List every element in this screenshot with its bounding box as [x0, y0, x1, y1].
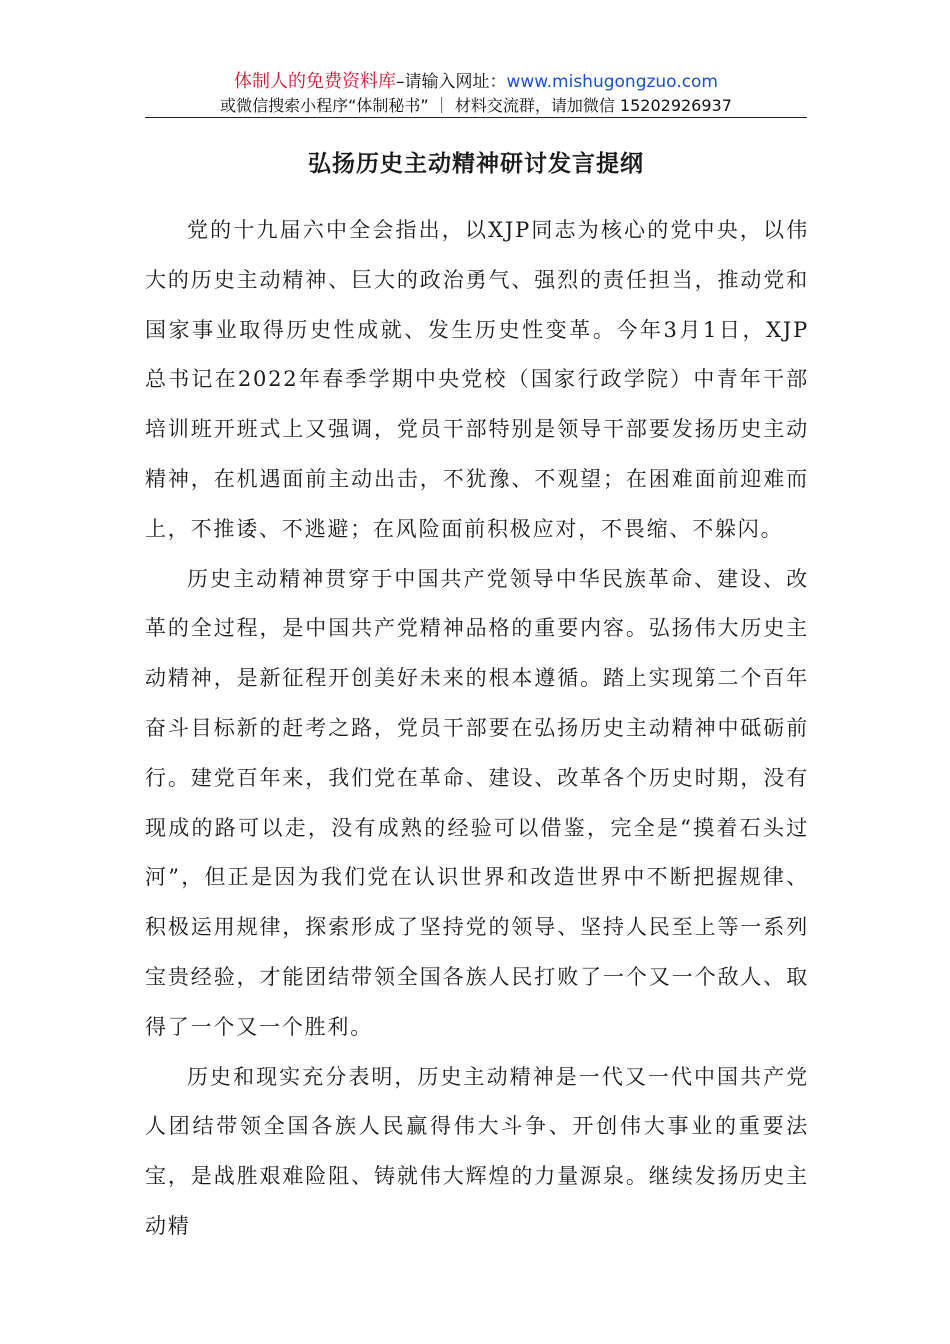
header-prompt: –请输入网址： — [395, 72, 507, 92]
header-website-link[interactable]: www.mishugongzuo.com — [506, 72, 718, 92]
document-title: 弘扬历史主动精神研讨发言提纲 — [308, 150, 644, 177]
body-paragraph: 历史主动精神贯穿于中国共产党领导中华民族革命、建设、改革的全过程，是中国共产党精神品格的重要内容。弘扬伟大历史主动精神，是新征程开创美好未来的根本遵循。踏上实现第二个百年奋斗目标新的赶考之路，党员干部要在弘扬历史主动精神中砥砺前行。建党百年来，我们党在革命、建设、改革各个历史时期，没有现成的路可以走，没有成熟的经验可以借鉴，完全是“摸着石头过河”，但正是因为我们党在认识世界和改造世界中不断把握规律、积极运用规律，探索形成了坚持党的领导、坚持人民至上等一系列宝贵经验，才能团结带领全国各族人民打败了一个又一个敌人、取得了一个又一个胜利。 — [145, 566, 809, 1039]
header-contact-line: 或微信搜索小程序“体制秘书” ｜ 材料交流群，请加微信 15202926937 — [220, 96, 732, 115]
header-promo-line — [145, 70, 807, 94]
header-brand: 体制人的免费资料库 — [233, 71, 396, 92]
page-header — [145, 70, 807, 118]
body-paragraph: 历史和现实充分表明，历史主动精神是一代又一代中国共产党人团结带领全国各族人民赢得伟大斗争、开创伟大事业的重要法宝，是战胜艰难险阻、铸就伟大辉煌的力量源泉。继续发扬历史主动精 — [145, 1064, 809, 1238]
header-divider — [145, 117, 807, 118]
document-body — [145, 206, 809, 1252]
body-paragraph: 党的十九届六中全会指出，以XJP同志为核心的党中央，以伟大的历史主动精神、巨大的政治勇气、强烈的责任担当，推动党和国家事业取得历史性成就、发生历史性变革。今年3月1日，XJP总书记在2022年春季学期中央党校（国家行政学院）中青年干部培训班开班式上又强调，党员干部特别是领导干部要发扬历史主动精神，在机遇面前主动出击，不犹豫、不观望；在困难面前迎难而上，不推诿、不逃避；在风险面前积极应对，不畏缩、不躲闪。 — [145, 218, 809, 541]
